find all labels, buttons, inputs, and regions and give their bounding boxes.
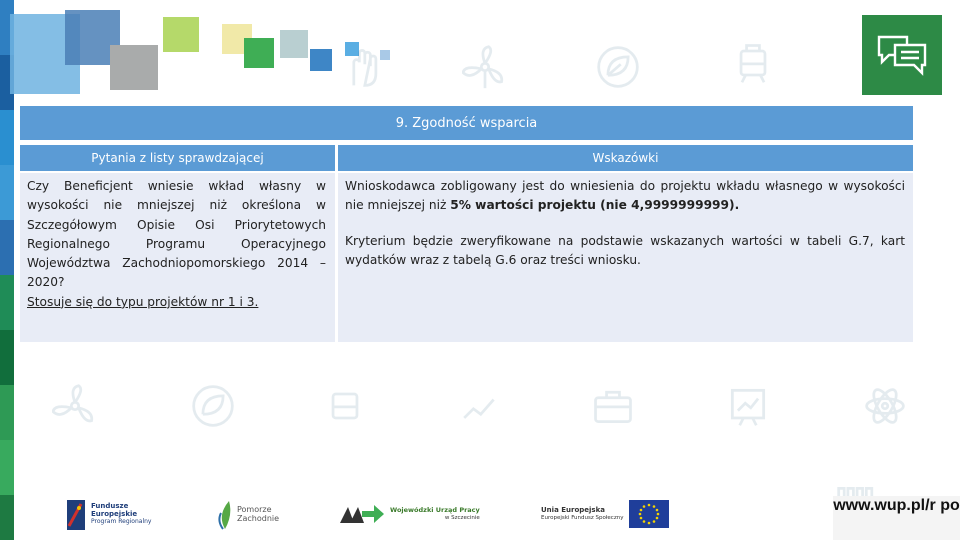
website-url[interactable] bbox=[833, 496, 960, 540]
website-url-text[interactable]: www.wup.pl/r po bbox=[833, 497, 960, 514]
logo1-line2: Europejskie bbox=[91, 510, 138, 518]
chat-badge bbox=[862, 15, 942, 95]
eu-flag-icon bbox=[629, 500, 669, 528]
logo-wup bbox=[338, 494, 480, 534]
question-text: Czy Beneficjent wniesie wkład własny w wysokości nie mniejszej niż określona w Szczegółowym Opisie Osi Priorytetowych Regionalnego Programu Operacyjnego Województwa Zachodniopomorskiego 2014 – 2020? bbox=[27, 179, 326, 290]
logo4-line1: Unia Europejska bbox=[541, 506, 605, 514]
chat-bubbles-icon bbox=[876, 29, 928, 81]
logo1-line1: Fundusze bbox=[91, 502, 129, 510]
question-note: Stosuje się do typu projektów nr 1 i 3. bbox=[27, 294, 259, 309]
column-header-hints-label: Wskazówki bbox=[592, 151, 659, 165]
wup-arrow-icon bbox=[338, 501, 384, 527]
section-title-text: 9. Zgodność wsparcia bbox=[395, 115, 538, 131]
hints-cell bbox=[338, 173, 913, 342]
column-header-questions bbox=[20, 145, 335, 171]
logo1-line3: Program Regionalny bbox=[91, 518, 152, 525]
column-header-hints bbox=[338, 145, 913, 171]
logo4-line2: Europejski Fundusz Społeczny bbox=[541, 515, 624, 521]
question-cell bbox=[20, 173, 335, 342]
hint-paragraph-2: Kryterium będzie zweryfikowane na podstawie wskazanych wartości w tabeli G.7, kart wydatków wraz z tabelą G.6 oraz treści wniosku. bbox=[345, 233, 905, 267]
logo-unia-europejska bbox=[541, 494, 669, 534]
logo-fundusze-europejskie bbox=[65, 494, 151, 534]
column-header-questions-label: Pytania z listy sprawdzającej bbox=[91, 151, 264, 165]
logo-pomorze-zachodnie bbox=[215, 494, 279, 534]
logo3-line2: w Szczecinie bbox=[444, 515, 480, 521]
logo3-line1: Wojewódzki Urząd Pracy bbox=[390, 506, 480, 514]
fe-star-icon bbox=[65, 496, 87, 532]
hint-paragraph-1 bbox=[345, 177, 905, 216]
logo2-line2: Zachodnie bbox=[237, 514, 280, 523]
section-title bbox=[20, 106, 913, 140]
logo2-line1: Pomorze bbox=[237, 505, 272, 514]
hint-text: Wnioskodawca zobligowany jest do wniesienia do projektu wkładu własnego w wysokości nie mniejszej niż bbox=[345, 179, 905, 213]
pomorze-leaf-icon bbox=[215, 497, 235, 531]
hint-bold-text: 5% wartości projektu (nie 4,9999999999). bbox=[450, 198, 740, 213]
